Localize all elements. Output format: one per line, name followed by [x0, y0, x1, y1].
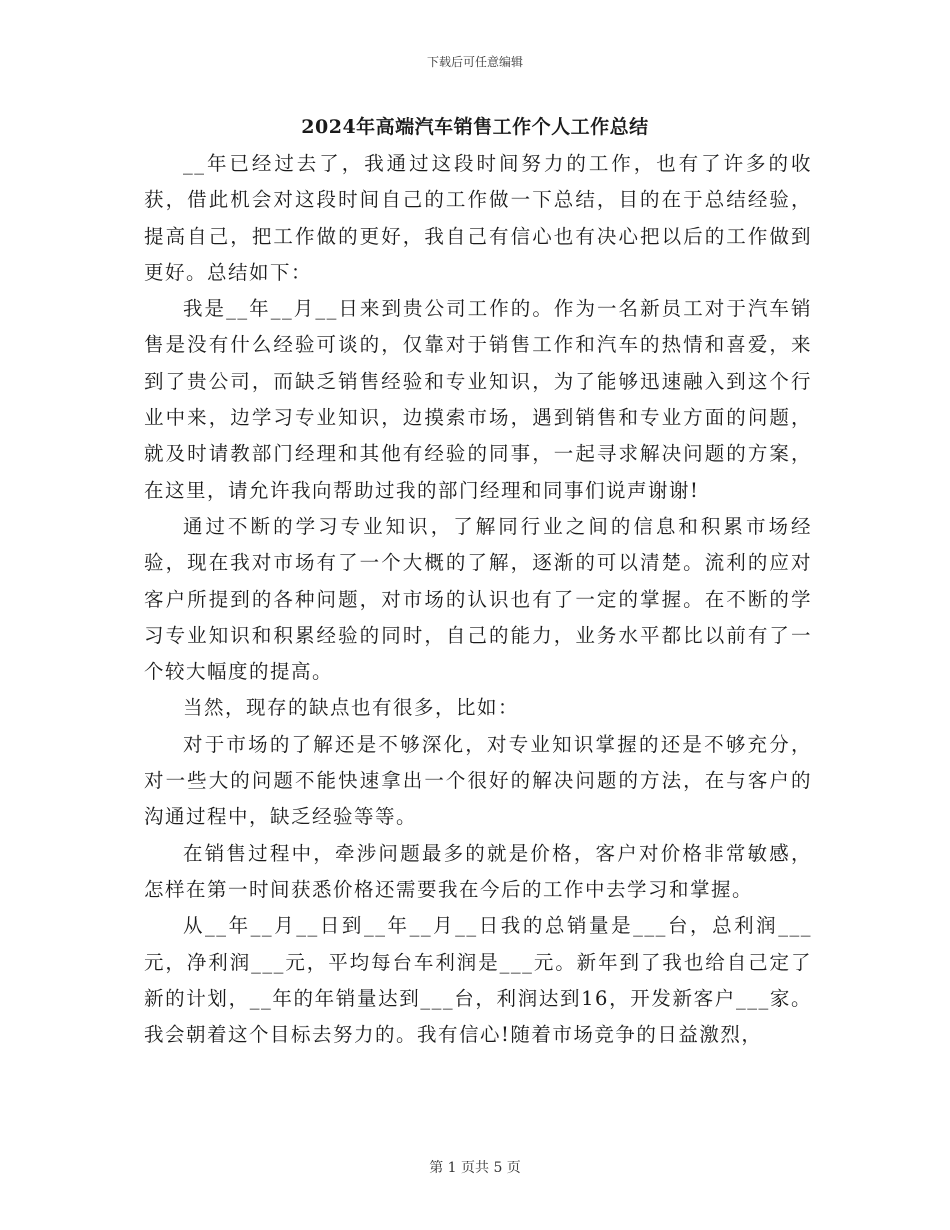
document-title: 2024年高端汽车销售工作个人工作总结 — [301, 116, 649, 138]
paragraph-shortcomings: 对于市场的了解还是不够深化，对专业知识掌握的还是不够充分，对一些大的问题不能快速拿出一个很好的解决问题的方法，在与客户的沟通过程中，缺乏经验等等。 — [144, 732, 812, 829]
page-number: 第 1 页共 5 页 — [429, 1160, 521, 1176]
paragraph-learning: 通过不断的学习专业知识，了解同行业之间的信息和积累市场经验，现在我对市场有了一个大概的了解，逐渐的可以清楚。流利的应对客户所提到的各种问题，对市场的认识也有了一定的掌握。在不断的学习专业知识和积累经验的同时，自己的能力，业务水平都比以前有了一个较大幅度的提高。 — [144, 514, 812, 684]
paragraph-background: 我是__年__月__日来到贵公司工作的。作为一名新员工对于汽车销售是没有什么经验可谈的，仅靠对于销售工作和汽车的热情和喜爱，来到了贵公司，而缺乏销售经验和专业知识，为了能够迅速融入到这个行业中来，边学习专业知识，边摸索市场，遇到销售和专业方面的问题，就及时请教部门经理和其他有经验的同事，一起寻求解决问题的方案，在这里，请允许我向帮助过我的部门经理和同事们说声谢谢! — [144, 297, 812, 502]
paragraph-shortcomings-intro: 当然，现存的缺点也有很多，比如： — [183, 696, 520, 720]
page-header-note: 下载后可任意编辑 — [426, 55, 523, 69]
paragraph-sales-figures: 从__年__月__日到__年__月__日我的总销量是___台，总利润___元，净利润___元，平均每台车利润是___元。新年到了我也给自己定了新的计划，__年的年销量达到___台，利润达到16，开发新客户___家。我会朝着这个目标去努力的。我有信心!随着市场竞争的日益激烈， — [144, 914, 812, 1047]
paragraph-intro: __年已经过去了，我通过这段时间努力的工作，也有了许多的收获，借此机会对这段时间自己的工作做一下总结，目的在于总结经验，提高自己，把工作做的更好，我自己有信心也有决心把以后的工作做到更好。总结如下： — [144, 152, 812, 284]
paragraph-pricing: 在销售过程中，牵涉问题最多的就是价格，客户对价格非常敏感，怎样在第一时间获悉价格还需要我在今后的工作中去学习和掌握。 — [144, 841, 812, 901]
document-body — [144, 146, 812, 1053]
